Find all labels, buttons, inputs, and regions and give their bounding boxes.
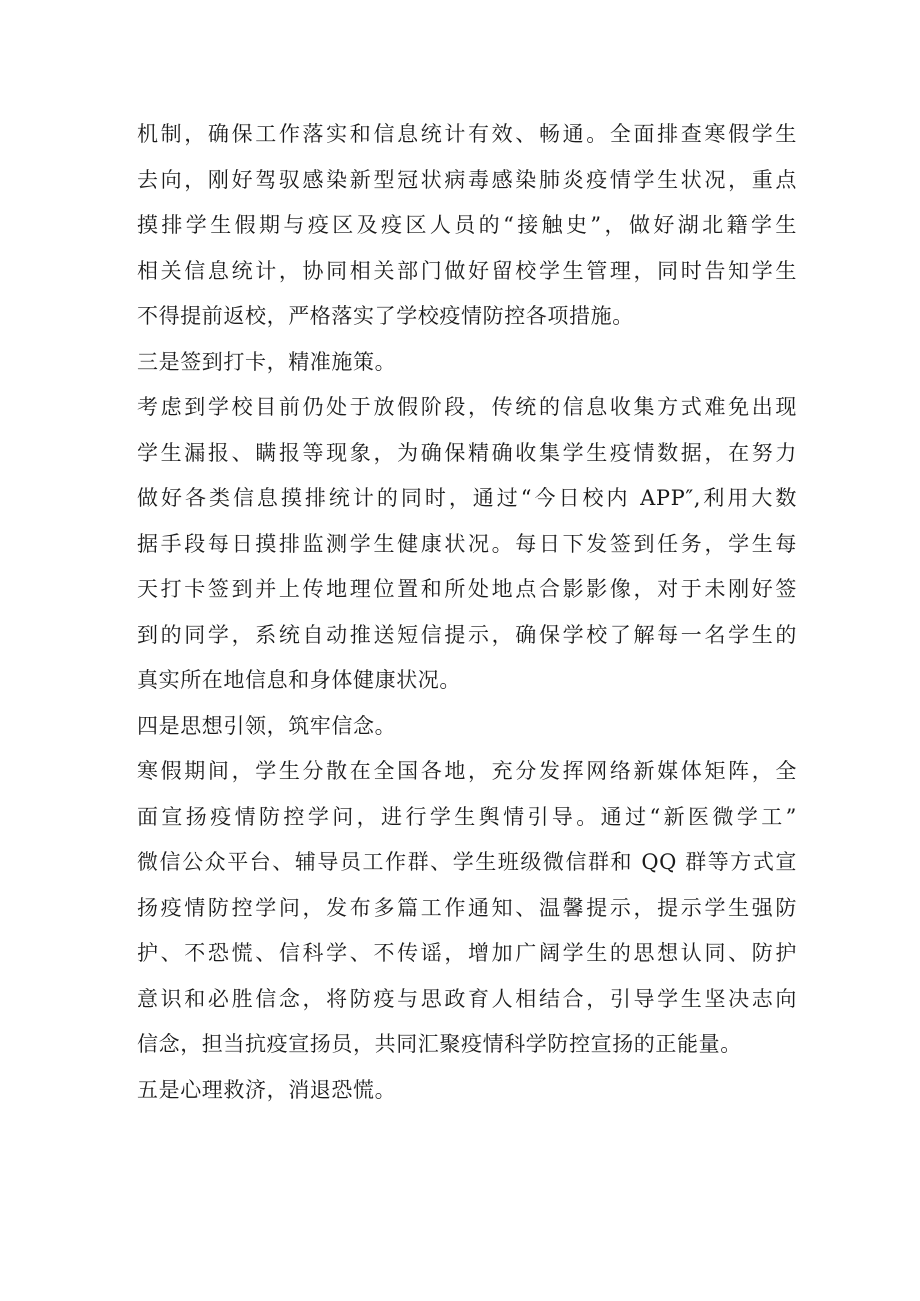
- document-body: [137, 112, 797, 1113]
- text-line: 学生漏报、瞒报等现象，为确保精确收集学生疫情数据，在努力: [137, 440, 797, 465]
- text-line: 去向，刚好驾驭感染新型冠状病毒感染肺炎疫情学生状况，重点: [137, 167, 797, 192]
- text-line: 信念，担当抗疫宣扬员，共同汇聚疫情科学防控宣扬的正能量。: [137, 1032, 742, 1056]
- section-heading: 五是心理救济，消退恐慌。: [137, 1077, 397, 1102]
- text-line: 护、不恐慌、信科学、不传谣，增加广阔学生的思想认同、防护: [137, 941, 797, 965]
- text-line: 寒假期间，学生分散在全国各地，充分发挥网络新媒体矩阵，全: [137, 759, 797, 783]
- text-line: 做好各类信息摸排统计的同时，通过“今日校内 APP″,利用大数: [137, 486, 797, 510]
- text-line: 相关信息统计，协同相关部门做好留校学生管理，同时告知学生: [137, 258, 797, 283]
- section-heading: 三是签到打卡，精准施策。: [137, 349, 397, 374]
- text-line: 据手段每日摸排监测学生健康状况。每日下发签到任务，学生每: [137, 531, 797, 556]
- text-line: 微信公众平台、辅导员工作群、学生班级微信群和 QQ 群等方式宣: [137, 850, 797, 874]
- section-heading: 四是思想引领，筑牢信念。: [137, 713, 397, 738]
- text-line: 摸排学生假期与疫区及疫区人员的“接触史”，做好湖北籍学生: [137, 213, 797, 237]
- text-line: 不得提前返校，严格落实了学校疫情防控各项措施。: [137, 304, 634, 328]
- text-line: 真实所在地信息和身体健康状况。: [137, 668, 461, 692]
- text-line: 到的同学，系统自动推送短信提示，确保学校了解每一名学生的: [137, 622, 797, 647]
- text-line: 天打卡签到并上传地理位置和所处地点合影影像，对于未刚好签: [137, 577, 797, 601]
- text-line: 意识和必胜信念，将防疫与思政育人相结合，引导学生坚决志向: [137, 986, 797, 1011]
- text-line: 扬疫情防控学问，发布多篇工作通知、温馨提示，提示学生强防: [137, 895, 797, 920]
- text-line: 机制，确保工作落实和信息统计有效、畅通。全面排查寒假学生: [137, 122, 797, 146]
- text-line: 考虑到学校目前仍处于放假阶段，传统的信息收集方式难免出现: [137, 395, 797, 419]
- text-line: 面宣扬疫情防控学问，进行学生舆情引导。通过“新医微学工”: [137, 804, 797, 829]
